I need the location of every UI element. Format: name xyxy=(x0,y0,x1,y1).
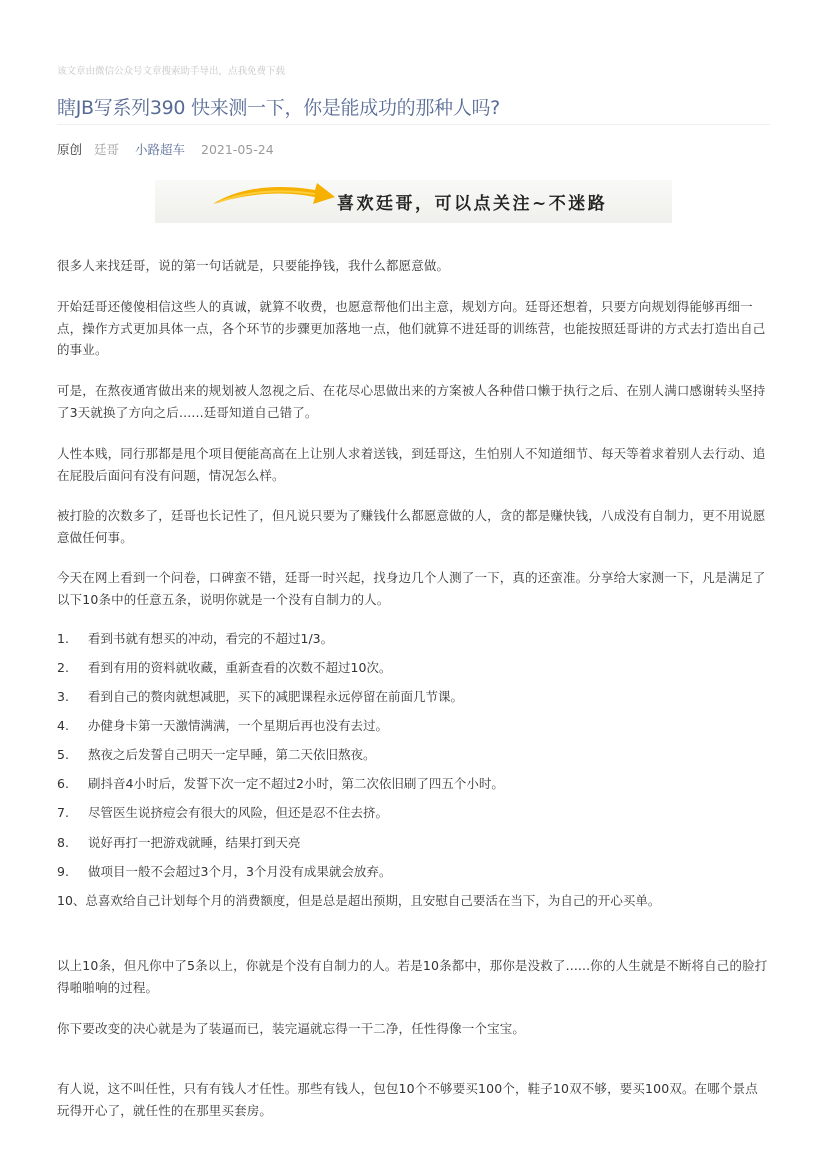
paragraph-2: 开始廷哥还傻傻相信这些人的真诚，就算不收费，也愿意帮他们出主意，规划方向。廷哥还想着，只要方向规划得能够再细一点，操作方式更加具体一点，各个环节的步骤更加落地一点，他们就算不进廷哥的训练营，也能按照廷哥讲的方式去打造出自己的事业。 xyxy=(57,299,766,357)
original-tag: 原创 xyxy=(57,142,83,157)
list-item xyxy=(57,834,301,852)
title-divider xyxy=(57,124,770,125)
export-notice-link[interactable]: 该文章由微信公众号文章搜索助手导出，点我免费下载 xyxy=(57,66,286,77)
article-meta xyxy=(57,140,274,158)
paragraph-5: 被打脸的次数多了，廷哥也长记性了，但凡说只要为了赚钱什么都愿意做的人，贪的都是赚快钱，八成没有自制力，更不用说愿意做任何事。 xyxy=(57,508,766,545)
list-number: 1. xyxy=(57,631,69,646)
list-text: 说好再打一把游戏就睡，结果打到天亮 xyxy=(88,835,301,850)
list-number: 6. xyxy=(57,776,69,791)
list-text: 总喜欢给自己计划每个月的消费额度，但是总是超出预期，且安慰自己要活在当下，为自己的开心买单。 xyxy=(85,893,661,908)
list-number: 10、 xyxy=(57,893,86,908)
paragraph-7: 以上10条，但凡你中了5条以上，你就是个没有自制力的人。若是10条都中，那你是没救了......你的人生就是不断将自己的脸打得啪啪响的过程。 xyxy=(57,958,768,995)
list-item xyxy=(57,892,660,910)
list-text: 尽管医生说挤痘会有很大的风险，但还是忍不住去挤。 xyxy=(88,805,389,820)
list-number: 4. xyxy=(57,718,69,733)
list-item xyxy=(57,804,388,822)
list-text: 熬夜之后发誓自己明天一定早睡，第二天依旧熬夜。 xyxy=(88,747,376,762)
list-text: 办健身卡第一天激情满满，一个星期后再也没有去过。 xyxy=(88,718,389,733)
list-number: 9. xyxy=(57,864,69,879)
author-name: 廷哥 xyxy=(94,142,120,157)
list-text: 刷抖音4小时后，发誓下次一定不超过2小时，第二次依旧刷了四五个小时。 xyxy=(88,776,504,791)
list-number: 5. xyxy=(57,747,69,762)
paragraph-8: 你下要改变的决心就是为了装逼而已，装完逼就忘得一干二净，任性得像一个宝宝。 xyxy=(57,1021,526,1036)
list-text: 做项目一般不会超过3个月，3个月没有成果就会放弃。 xyxy=(88,864,392,879)
list-number: 8. xyxy=(57,835,69,850)
list-text: 看到书就有想买的冲动，看完的不超过1/3。 xyxy=(88,631,334,646)
list-number: 7. xyxy=(57,805,69,820)
list-item xyxy=(57,630,333,648)
paragraph-4: 人性本贱，同行那都是甩个项目便能高高在上让别人求着送钱，到廷哥这，生怕别人不知道细节、每天等着求着别人去行动、追在屁股后面问有没有问题，情况怎么样。 xyxy=(57,446,766,483)
list-item xyxy=(57,863,391,881)
banner-slogan: 喜欢廷哥，可以点关注~不迷路 xyxy=(337,194,608,214)
paragraph-9: 有人说，这不叫任性，只有有钱人才任性。那些有钱人，包包10个不够要买100个，鞋子10双不够，要买100双。在哪个景点玩得开心了，就任性的在那里买套房。 xyxy=(57,1081,758,1118)
list-item xyxy=(57,746,376,764)
list-item xyxy=(57,688,463,706)
paragraph-1: 很多人来找廷哥，说的第一句话就是，只要能挣钱，我什么都愿意做。 xyxy=(57,258,450,273)
follow-banner xyxy=(155,180,672,223)
list-item xyxy=(57,775,504,793)
swoosh-arrow-icon xyxy=(211,180,341,223)
list-item xyxy=(57,659,391,677)
list-number: 2. xyxy=(57,660,69,675)
publish-date: 2021-05-24 xyxy=(201,142,274,157)
list-text: 看到自己的赘肉就想减肥，买下的减肥课程永远停留在前面几节课。 xyxy=(88,689,464,704)
list-text: 看到有用的资料就收藏，重新查看的次数不超过10次。 xyxy=(88,660,392,675)
list-item xyxy=(57,717,388,735)
account-name-link[interactable]: 小路超车 xyxy=(135,142,186,157)
paragraph-3: 可是，在熬夜通宵做出来的规划被人忽视之后、在花尽心思做出来的方案被人各种借口懒于执行之后、在别人满口感谢转头坚持了3天就换了方向之后......廷哥知道自己错了。 xyxy=(57,383,766,420)
paragraph-6: 今天在网上看到一个问卷，口碑蛮不错，廷哥一时兴起，找身边几个人测了一下，真的还蛮准。分享给大家测一下，凡是满足了以下10条中的任意五条，说明你就是一个没有自制力的人。 xyxy=(57,570,766,607)
article-title: 瞎JB写系列390 快来测一下，你是能成功的那种人吗? xyxy=(57,97,500,119)
list-number: 3. xyxy=(57,689,69,704)
